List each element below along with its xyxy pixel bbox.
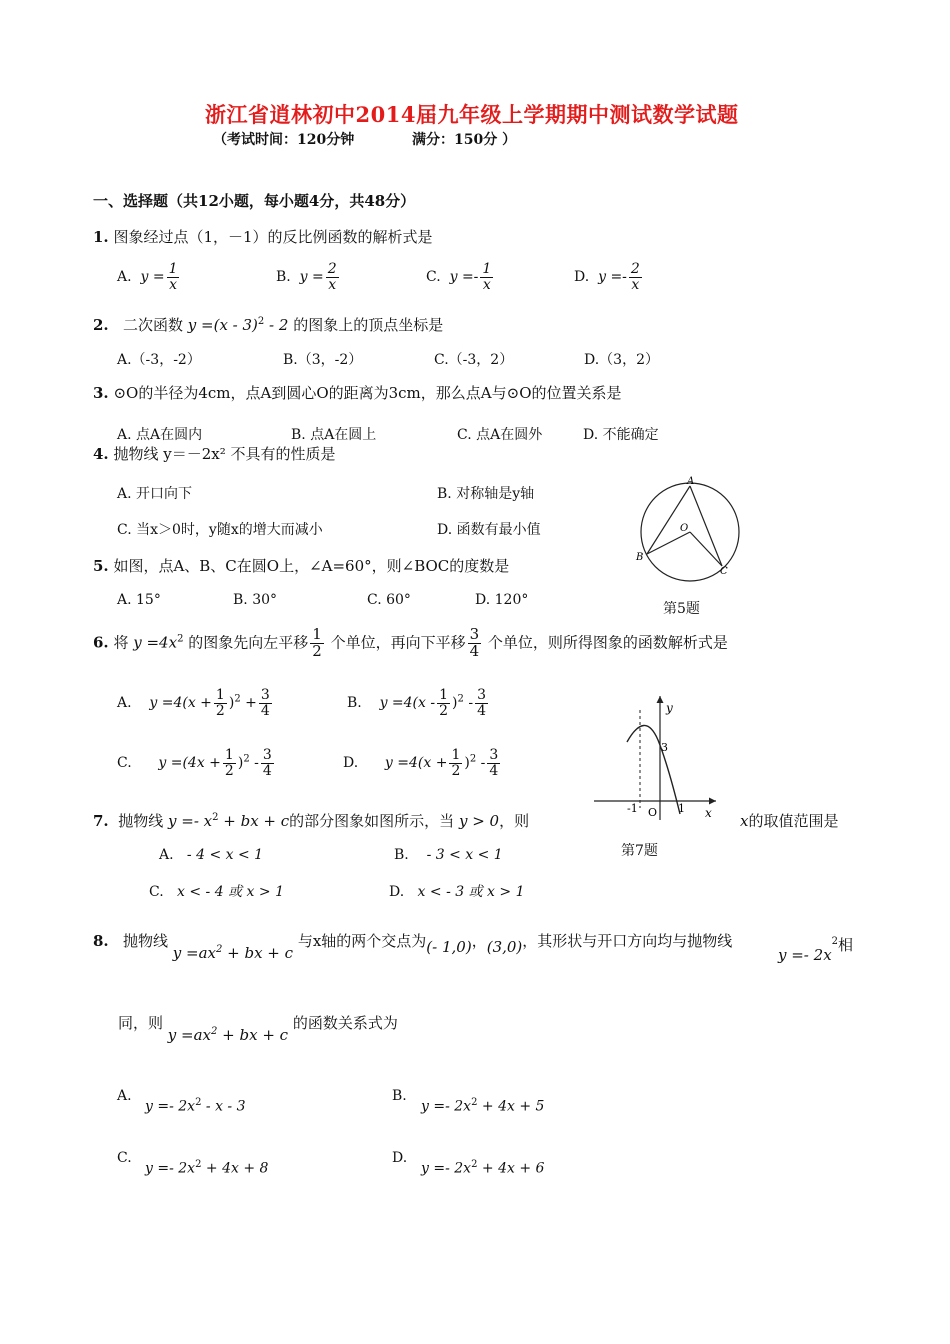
figure-caption-5: 第5题 xyxy=(663,601,700,617)
frac-num: 3 xyxy=(489,747,499,763)
q8-option-a-label[interactable]: A. xyxy=(117,1088,132,1104)
expr-part: + bx + c xyxy=(222,944,294,962)
label-a: A xyxy=(687,476,695,487)
frac-den: 2 xyxy=(312,641,322,660)
question-text-mid: 的图象先向左平移 xyxy=(188,633,309,652)
option-label: A. xyxy=(159,847,174,863)
question-number: 8. xyxy=(93,932,109,950)
frac-num: 2 xyxy=(327,261,337,277)
q5-option-b[interactable]: B. 30° xyxy=(233,592,278,608)
question-expr: y =- 2x xyxy=(778,946,832,964)
option-expr: y =- xyxy=(449,269,479,286)
figure-caption-7: 第7题 xyxy=(621,843,658,859)
option-expr: - 3 < x < 1 xyxy=(426,847,503,863)
option-expr: ) xyxy=(452,695,458,712)
y-label: y xyxy=(666,701,673,715)
question-3 xyxy=(93,382,622,403)
option-expr: y =- 2x xyxy=(145,1098,196,1115)
question-text: 抛物线 y＝－2x² 不具有的性质是 xyxy=(113,445,336,463)
frac-den: x xyxy=(482,276,491,293)
q3-option-d[interactable]: D. 不能确定 xyxy=(583,427,659,443)
q3-option-c[interactable]: C. 点A在圆外 xyxy=(457,427,543,443)
q4-option-a[interactable]: A. 开口向下 xyxy=(117,486,193,502)
label-o: O xyxy=(680,523,689,534)
frac-num: 1 xyxy=(439,687,449,703)
question-text-mid: 与x轴的两个交点为 xyxy=(297,932,427,950)
question-text: 的函数关系式为 xyxy=(292,1014,398,1032)
question-text-mid: 个单位，再向下平移 xyxy=(330,633,466,652)
superscript: 2 xyxy=(212,812,219,823)
question-number: 1. xyxy=(93,228,109,246)
question-text: ⊙O的半径为4cm，点A到圆心O的距离为3cm，那么点A与⊙O的位置关系是 xyxy=(113,384,622,402)
question-text: 同，则 xyxy=(118,1014,164,1032)
option-label: B. xyxy=(347,695,362,712)
option-sign: - xyxy=(476,755,486,772)
option-label: C. xyxy=(149,884,164,900)
q5-circle-figure xyxy=(630,474,746,582)
q3-option-b[interactable]: B. 点A在圆上 xyxy=(291,427,377,443)
frac-den: x xyxy=(631,276,640,293)
question-expr-tail: - 2 xyxy=(264,316,289,334)
q8-option-d-label[interactable]: D. xyxy=(392,1150,408,1166)
option-expr: y =4(x + xyxy=(384,755,448,772)
frac-num: 1 xyxy=(312,625,322,643)
q5-option-a[interactable]: A. 15° xyxy=(117,592,161,608)
q8-ref-parabola xyxy=(778,934,854,964)
option-label: A. xyxy=(117,695,132,712)
q4-option-c[interactable]: C. 当x＞0时，y随x的增大而减小 xyxy=(117,522,323,538)
option-expr: y =- 2x xyxy=(145,1160,196,1177)
frac-den: 4 xyxy=(262,762,272,779)
q1-option-d[interactable] xyxy=(574,262,644,292)
q6-option-b[interactable] xyxy=(347,688,490,718)
superscript: 2 xyxy=(195,1097,202,1108)
segment-ac xyxy=(690,486,722,566)
frac-den: 4 xyxy=(469,641,480,660)
question-number: 5. xyxy=(93,557,109,575)
question-8 xyxy=(93,930,733,962)
tick-1: 1 xyxy=(678,802,685,815)
q5-option-c[interactable]: C. 60° xyxy=(367,592,411,608)
question-5 xyxy=(93,555,509,576)
option-sign: - xyxy=(463,695,474,712)
frac-den: x xyxy=(328,276,337,293)
q8-option-c[interactable] xyxy=(145,1159,268,1177)
label-b: B xyxy=(636,552,644,563)
frac-den: x xyxy=(169,276,177,293)
option-expr: ) xyxy=(228,695,235,712)
section-heading: 一、选择题（共12小题，每小题4分，共48分） xyxy=(93,192,416,210)
superscript: 2 xyxy=(243,753,250,765)
question-expr: + bx + c xyxy=(218,812,290,830)
q7-option-d[interactable] xyxy=(389,881,525,901)
question-text-pre: 将 xyxy=(113,633,129,652)
superscript: 2 xyxy=(831,936,839,947)
segment-ab xyxy=(647,486,690,554)
option-expr: x < - 4 或 x > 1 xyxy=(177,884,284,900)
question-text-pre: 抛物线 xyxy=(118,812,164,830)
q3-option-a[interactable]: A. 点A在圆内 xyxy=(117,427,203,443)
question-expr: y =(x - 3) xyxy=(187,316,258,334)
question-text-end: 相 xyxy=(838,936,854,954)
q1-option-b[interactable] xyxy=(276,262,341,292)
separator: ， xyxy=(471,932,487,950)
frac-num: 1 xyxy=(168,261,178,277)
superscript: 2 xyxy=(469,753,477,765)
option-expr: + 4x + 8 xyxy=(201,1160,269,1177)
q7-option-a[interactable] xyxy=(159,847,263,863)
q1-option-a[interactable] xyxy=(117,262,181,292)
option-label: B. xyxy=(276,269,291,286)
option-expr: y =4(x + xyxy=(149,695,212,712)
question-number: 7. xyxy=(93,812,109,830)
frac-num: 3 xyxy=(469,625,480,643)
expr-part: + bx + c xyxy=(217,1026,289,1044)
frac-num: 3 xyxy=(477,687,486,703)
point-2: (3,0) xyxy=(486,938,523,956)
option-label: B. xyxy=(394,847,409,863)
question-text-mid: 的部分图象如图所示，当 xyxy=(289,812,455,830)
page-title: 浙江省逍林初中2014届九年级上学期期中测试数学试题 xyxy=(205,102,739,127)
label-c: C xyxy=(720,566,728,577)
question-number: 6. xyxy=(93,633,109,652)
question-number: 3. xyxy=(93,384,109,402)
option-expr: y =- 2x xyxy=(421,1098,472,1115)
option-expr: y =- 2x xyxy=(421,1160,472,1177)
option-expr: ) xyxy=(464,755,470,772)
q7-option-c[interactable] xyxy=(149,881,284,901)
option-expr: y = xyxy=(299,269,324,286)
question-8-line-2 xyxy=(118,1012,398,1044)
question-4 xyxy=(93,443,335,464)
question-text-post: 的取值范围是 xyxy=(748,812,839,830)
q8-option-b[interactable] xyxy=(421,1097,544,1115)
option-expr: y = xyxy=(140,269,165,286)
option-expr: x < - 3 或 x > 1 xyxy=(417,884,525,900)
frac-num: 1 xyxy=(451,747,461,763)
expr-part: y =ax xyxy=(167,1026,212,1044)
option-expr: ) xyxy=(237,755,244,772)
option-label: C. xyxy=(117,755,132,772)
option-expr: + 4x + 5 xyxy=(477,1098,545,1115)
question-text-mid: ，其形状与开口方向均与抛物线 xyxy=(522,932,733,950)
frac-den: 4 xyxy=(477,702,486,719)
option-expr: + 4x + 6 xyxy=(477,1160,545,1177)
question-expr: y =4x xyxy=(133,633,178,652)
option-expr: y =4(x - xyxy=(379,695,436,712)
question-text-pre: 二次函数 xyxy=(122,316,183,334)
full-score: 满分：150分 ） xyxy=(412,132,517,148)
question-text-post: 的图象上的顶点坐标是 xyxy=(293,316,444,334)
frac-den: 2 xyxy=(439,702,449,719)
exam-time: （考试时间：120分钟 xyxy=(213,132,355,148)
superscript: 2 xyxy=(211,1026,218,1037)
q2-option-d[interactable]: D.（3，2） xyxy=(584,352,659,368)
question-1 xyxy=(93,226,433,247)
x-label: x xyxy=(705,806,712,820)
frac-den: 4 xyxy=(260,702,270,719)
frac-den: 2 xyxy=(224,762,234,779)
tick-neg1: -1 xyxy=(627,802,638,815)
q8-option-b-label[interactable]: B. xyxy=(392,1088,407,1104)
frac-num: 2 xyxy=(630,261,640,277)
question-6 xyxy=(93,627,728,660)
question-text: 如图，点A、B、C在圆O上，∠A=60°，则∠BOC的度数是 xyxy=(113,557,510,575)
question-number: 2. xyxy=(93,316,109,334)
superscript: 2 xyxy=(257,316,265,327)
segment-oc xyxy=(690,532,722,566)
superscript: 2 xyxy=(457,693,464,705)
origin-label: O xyxy=(648,806,658,819)
question-expr: y =- x xyxy=(168,812,213,830)
question-text: 图象经过点（1，－1）的反比例函数的解析式是 xyxy=(113,228,433,246)
question-7 xyxy=(93,810,529,831)
option-label: A. xyxy=(117,269,132,286)
frac-num: 3 xyxy=(260,687,270,703)
question-number: 4. xyxy=(93,445,109,463)
option-sign: + xyxy=(240,695,257,712)
q6-option-d[interactable] xyxy=(343,748,502,778)
question-expr xyxy=(173,944,293,962)
frac-den: 2 xyxy=(451,762,461,779)
tick-3: 3 xyxy=(661,741,668,754)
option-expr: y =- xyxy=(598,269,627,286)
expr-part: y =ax xyxy=(172,944,216,962)
superscript: 2 xyxy=(471,1159,478,1170)
q7-parabola-graph xyxy=(590,690,720,826)
frac-num: 1 xyxy=(215,687,225,703)
frac-num: 3 xyxy=(262,747,272,763)
question-var: x xyxy=(740,812,749,830)
frac-num: 1 xyxy=(482,261,492,277)
frac-den: 2 xyxy=(215,702,225,719)
q1-option-c[interactable] xyxy=(426,262,495,292)
q7-option-b[interactable] xyxy=(394,847,503,863)
frac-den: 4 xyxy=(489,762,499,779)
q8-option-a[interactable] xyxy=(145,1097,246,1115)
q8-option-c-label[interactable]: C. xyxy=(117,1150,132,1166)
q6-option-a[interactable] xyxy=(117,688,274,718)
option-expr: - x - 3 xyxy=(201,1098,246,1115)
option-label: D. xyxy=(574,269,590,286)
q2-option-a[interactable]: A.（-3，-2） xyxy=(117,352,201,368)
q6-option-c[interactable] xyxy=(117,748,276,778)
superscript: 2 xyxy=(177,633,184,645)
option-label: C. xyxy=(426,269,441,286)
point-1: (- 1,0) xyxy=(426,938,472,956)
option-expr: y =(4x + xyxy=(158,755,221,772)
question-text-pre: 抛物线 xyxy=(122,932,168,950)
q2-option-b[interactable]: B.（3，-2） xyxy=(283,352,363,368)
frac-num: 1 xyxy=(224,747,234,763)
question-2 xyxy=(93,314,443,335)
option-label: D. xyxy=(343,755,359,772)
superscript: 2 xyxy=(216,944,223,955)
q2-option-c[interactable]: C.（-3，2） xyxy=(434,352,514,368)
q4-option-d[interactable]: D. 函数有最小值 xyxy=(437,522,541,538)
option-expr: - 4 < x < 1 xyxy=(186,847,264,863)
superscript: 2 xyxy=(234,693,241,705)
superscript: 2 xyxy=(471,1097,478,1108)
question-text-mid: ，则 xyxy=(499,812,530,830)
superscript: 2 xyxy=(195,1159,202,1170)
question-expr xyxy=(168,1026,288,1044)
question-text-post: 个单位，则所得图象的函数解析式是 xyxy=(487,633,728,652)
q8-option-d[interactable] xyxy=(421,1159,544,1177)
q4-option-b[interactable]: B. 对称轴是y轴 xyxy=(437,486,535,502)
question-7-tail xyxy=(740,810,838,831)
option-label: D. xyxy=(389,884,405,900)
option-sign: - xyxy=(249,755,259,772)
question-condition: y > 0 xyxy=(458,812,500,830)
q5-option-d[interactable]: D. 120° xyxy=(475,592,529,608)
